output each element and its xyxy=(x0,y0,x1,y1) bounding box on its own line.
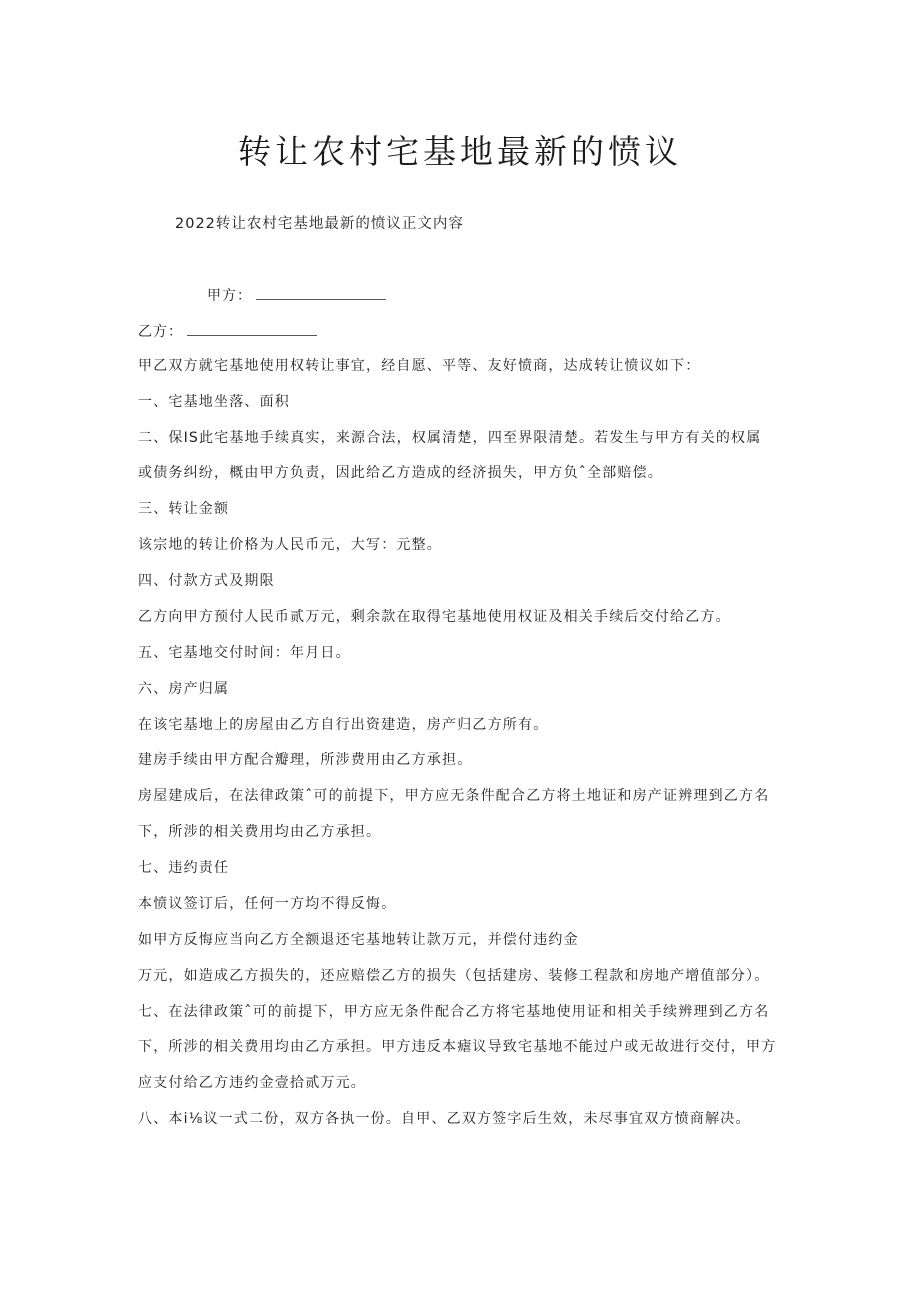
heading-section-1: 一、宅基地坐落、面积 xyxy=(138,394,290,410)
heading-section-3: 三、转让金额 xyxy=(138,501,230,517)
paragraph-section-2-line-2: 或债务纠纷，概由甲方负责，因此给乙方造成的经济损失，甲方负ˆ全部赔偿。 xyxy=(138,465,663,481)
document-subtitle: 2022转让农村宅基地最新的愤议正文内容 xyxy=(175,216,464,232)
paragraph-after-construction-line-2: 下，所涉的相关费用均由乙方承担。 xyxy=(138,824,382,840)
document-title: 转让农村宅基地最新的愤议 xyxy=(238,132,682,171)
paragraph-no-regret: 本愤议签订后，任何一方均不得反悔。 xyxy=(138,896,397,912)
party-a-row xyxy=(207,285,386,305)
heading-section-7: 七、违约责任 xyxy=(138,860,230,876)
paragraph-refund-line-1: 如甲方反悔应当向乙方全额退还宅基地转让款万元，并偿付违约金 xyxy=(138,932,579,948)
paragraph-after-construction-line-1: 房屋建成后，在法律政策ˆ可的前提下，甲方应无条件配合乙方将土地证和房产证辨理到乙方名 xyxy=(138,788,770,804)
paragraph-ownership: 在该宅基地上的房屋由乙方自行出资建造，房产归乙方所有。 xyxy=(138,717,549,733)
party-a-blank-line xyxy=(256,287,386,300)
heading-section-4: 四、付款方式及期限 xyxy=(138,573,275,589)
party-b-label: 乙方： xyxy=(138,324,183,340)
paragraph-payment: 乙方向甲方预付人民币贰万元，剩余款在取得宅基地使用权证及相关手续后交付给乙方。 xyxy=(138,609,731,625)
paragraph-transfer-line-3: 应支付给乙方违约金壹拾贰万元。 xyxy=(138,1075,366,1091)
paragraph-price: 该宗地的转让价格为人民币元，大写：元整。 xyxy=(138,537,442,553)
paragraph-section-8: 八、本i⅛议一式二份，双方各执一份。自甲、乙双方签字后生效，未尽事宜双方愤商解决。 xyxy=(138,1111,751,1127)
heading-section-6: 六、房产归属 xyxy=(138,681,230,697)
party-a-label: 甲方： xyxy=(207,288,252,304)
paragraph-transfer-line-1: 七、在法律政策ˆ可的前提下，甲方应无条件配合乙方将宅基地使用证和相关手续辨理到乙方名 xyxy=(138,1004,770,1020)
party-b-row xyxy=(138,321,317,341)
paragraph-building-procedures: 建房手续由甲方配合瓣理，所涉费用由乙方承担。 xyxy=(138,752,473,768)
paragraph-section-2-line-1: 二、保IS此宅基地手续真实，来源合法，权属清楚，四至界限清楚。若发生与甲方有关的权属 xyxy=(138,430,762,446)
paragraph-intro: 甲乙双方就宅基地使用权转让事宜，经自愿、平等、友好愤商，达成转让愤议如下： xyxy=(138,358,701,374)
paragraph-refund-line-2: 万元，如造成乙方损失的，还应赔偿乙方的损失（包括建房、装修工程款和房地产增值部分）。 xyxy=(138,968,770,984)
party-b-blank-line xyxy=(187,323,317,336)
paragraph-transfer-line-2: 下，所涉的相关费用均由乙方承担。甲方违反本瘧议导致宅基地不能过户或无故进行交付，甲方 xyxy=(138,1039,777,1055)
heading-section-5: 五、宅基地交付时间：年月日。 xyxy=(138,645,351,661)
